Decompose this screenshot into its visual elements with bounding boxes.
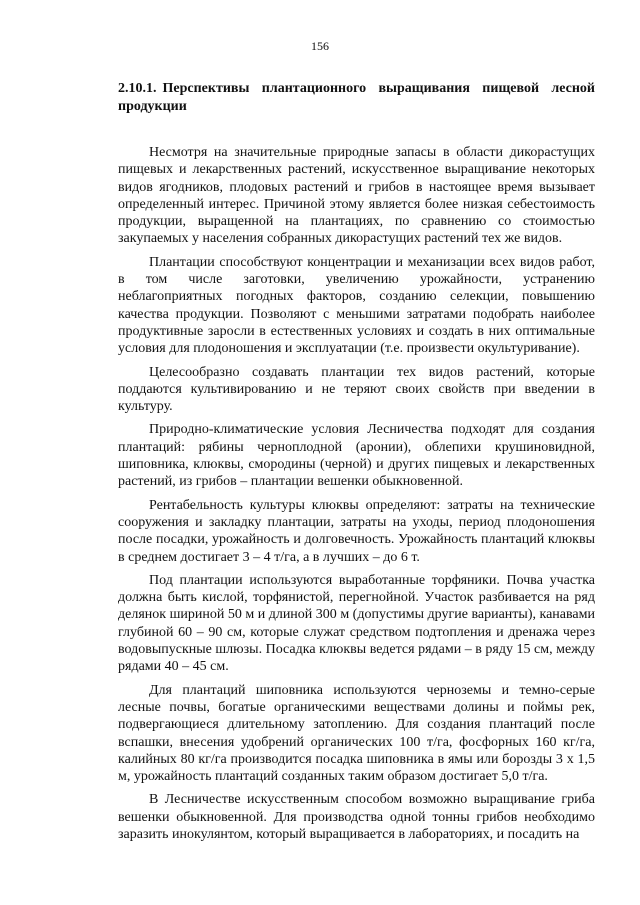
section-title: Перспективы плантационного выращивания пищевой лесной продукции — [118, 81, 595, 114]
paragraph: Целесообразно создавать плантации тех видов растений, которые поддаются культивированию и не теряют своих свойств при введении в культуру. — [118, 364, 595, 415]
paragraph: Природно-климатические условия Лесничества подходят для создания плантаций: рябины черноплодной (аронии), облепихи крушиновидной, шиповника, клюквы, смородины (черной) и других пищевых и лекарственных растений, из грибов – плантации вешенки обыкновенной. — [118, 422, 595, 490]
paragraph: Рентабельность культуры клюквы определяют: затраты на технические сооружения и закладку плантации, затраты на уходы, период плодоношения после посадки, урожайность и долговечность. Урожайность плантаций клюквы в среднем достигает 3 – 4 т/га, а в лучших – до 6 т. — [118, 497, 595, 565]
paragraph: Несмотря на значительные природные запасы в области дикорастущих пищевых и лекарственных растений, искусственное выращивание некоторых видов ягодников, плодовых растений и грибов в настоящее время вызывает определенный интерес. Причиной этому является более низкая себестоимость продукции, выращенной на плантациях, по сравнению со стоимостью закупаемых у населения собранных дикорастущих растений тех же видов. — [118, 145, 595, 247]
page-number: 156 — [311, 39, 329, 53]
paragraph: Плантации способствуют концентрации и механизации всех видов работ, в том числе заготовки, увеличению урожайности, устранению неблагоприятных погодных факторов, созданию селекции, повышению качества продукции. Позволяют с меньшими затратами подобрать наиболее продуктивные заросли в естественных условиях и создать в них оптимальные условия для плодоношения и эксплуатации (т.е. произвести окультуривание). — [118, 254, 595, 357]
paragraph: Под плантации используются выработанные торфяники. Почва участка должна быть кислой, торфянистой, перегнойной. Участок разбивается на ряд делянок шириной 50 м и длиной 300 м (допустимы другие варианты), канавами глубиной 60 – 90 см, которые служат средством подтопления и дренажа через водовыпускные шлюзы. Посадка клюквы ведется рядами – в ряду 15 см, между рядами 40 – 45 см. — [118, 572, 595, 675]
section-heading — [118, 80, 595, 115]
document-body — [118, 80, 595, 849]
paragraph: В Лесничестве искусственным способом возможно выращивание гриба вешенки обыкновенной. Для производства одной тонны грибов необходимо заразить инокулянтом, который выращивается в лабораториях, и посадить на — [118, 792, 595, 842]
paragraph: Для плантаций шиповника используются черноземы и темно-серые лесные почвы, богатые органическими веществами долины и поймы рек, подвергающиеся длительному затоплению. Для создания плантаций после вспашки, внесения удобрений органических 100 т/га, фосфорных 160 кг/га, калийных 80 кг/га производится посадка шиповника в ямы или борозды 3 х 1,5 м, урожайность плантаций созданных таким образом достигает 5,0 т/га. — [118, 682, 595, 785]
section-number: 2.10.1. — [118, 81, 157, 96]
